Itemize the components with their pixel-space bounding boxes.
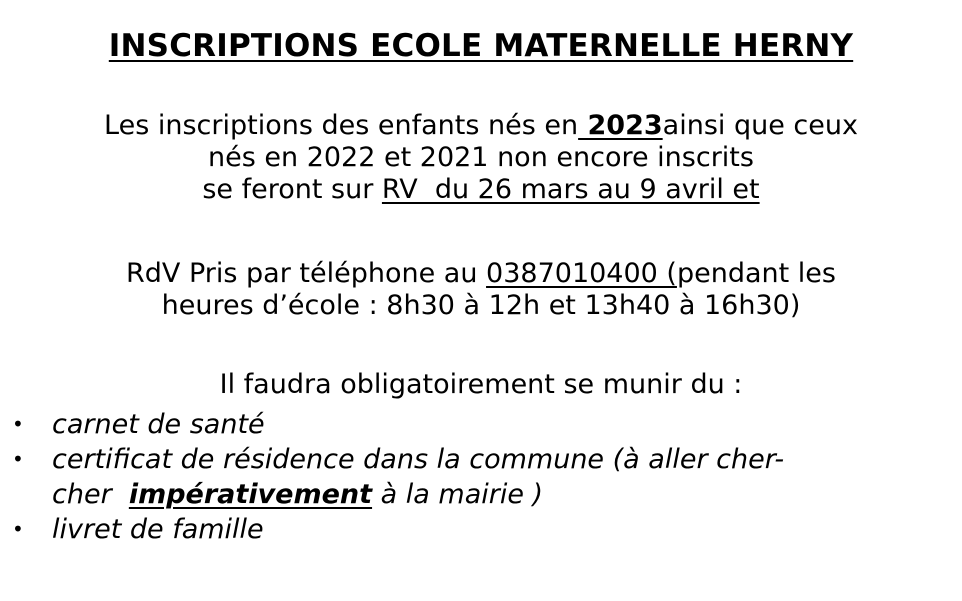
list-item-text-line-1: certificat de résidence dans la commune (à aller cher- xyxy=(52,444,785,475)
list-item xyxy=(0,512,962,547)
intro-line-2: nés en 2022 et 2021 non encore inscrits xyxy=(208,142,754,173)
school-hours: heures d’école : 8h30 à 12h et 13h40 à 16h30) xyxy=(161,290,801,321)
intro-line-1 xyxy=(0,110,962,142)
list-item xyxy=(0,407,962,442)
list-item-text: carnet de santé xyxy=(52,409,265,440)
birth-year: 2023 xyxy=(578,110,663,141)
appointment-paragraph xyxy=(0,258,962,322)
appointment-text-after-phone: pendant les xyxy=(676,258,836,289)
intro-text-after-year: ainsi que ceux xyxy=(662,110,858,141)
page-title xyxy=(0,26,962,66)
title-text: INSCRIPTIONS ECOLE MATERNELLE HERNY xyxy=(108,28,854,64)
intro-paragraph xyxy=(0,110,962,206)
list-item-text-prefix: cher xyxy=(52,479,129,510)
bullet-icon: • xyxy=(12,412,24,436)
appointment-text: RdV Pris par téléphone au xyxy=(126,258,487,289)
appointment-line-1 xyxy=(0,258,962,290)
list-item-text-line-2 xyxy=(52,477,932,512)
requirements-heading: Il faudra obligatoirement se munir du : xyxy=(219,369,743,400)
bullet-icon: • xyxy=(12,447,24,471)
phone-number: 0387010400 ( xyxy=(486,258,677,289)
requirements-list xyxy=(0,407,962,547)
emphasized-word: impérativement xyxy=(128,479,373,510)
bullet-icon: • xyxy=(12,517,24,541)
list-item xyxy=(0,442,962,512)
intro-line-3-prefix: se feront sur xyxy=(202,174,382,205)
list-item-text: livret de famille xyxy=(52,514,264,545)
list-item-text-suffix: à la mairie ) xyxy=(372,479,544,510)
appointment-dates: RV du 26 mars au 9 avril et xyxy=(381,174,760,205)
intro-line-3 xyxy=(0,174,962,206)
intro-text-before-year: Les inscriptions des enfants nés en xyxy=(104,110,579,141)
